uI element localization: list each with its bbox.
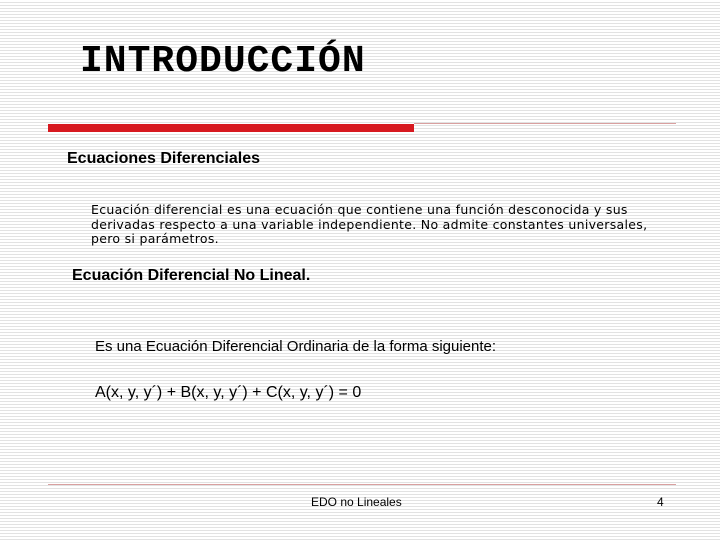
- form-description: Es una Ecuación Diferencial Ordinaria de la forma siguiente:: [95, 338, 497, 355]
- title-divider-line: [414, 123, 676, 124]
- definition-paragraph: Ecuación diferencial es una ecuación que contiene una función desconocida y sus derivadas respecto a una variable independiente. No admite constantes universales, pero si parámetros.: [91, 202, 648, 246]
- slide-title: INTRODUCCIÓN: [80, 40, 366, 83]
- footer-label: EDO no Lineales: [311, 495, 402, 509]
- section-heading-ecuaciones: Ecuaciones Diferenciales: [67, 150, 260, 167]
- footer-divider-line: [48, 484, 676, 485]
- page-number: 4: [657, 495, 664, 509]
- general-equation: A(x, y, y´) + B(x, y, y´) + C(x, y, y´) = 0: [95, 384, 362, 401]
- section-heading-no-lineal: Ecuación Diferencial No Lineal.: [72, 267, 311, 284]
- title-accent-bar: [48, 124, 414, 132]
